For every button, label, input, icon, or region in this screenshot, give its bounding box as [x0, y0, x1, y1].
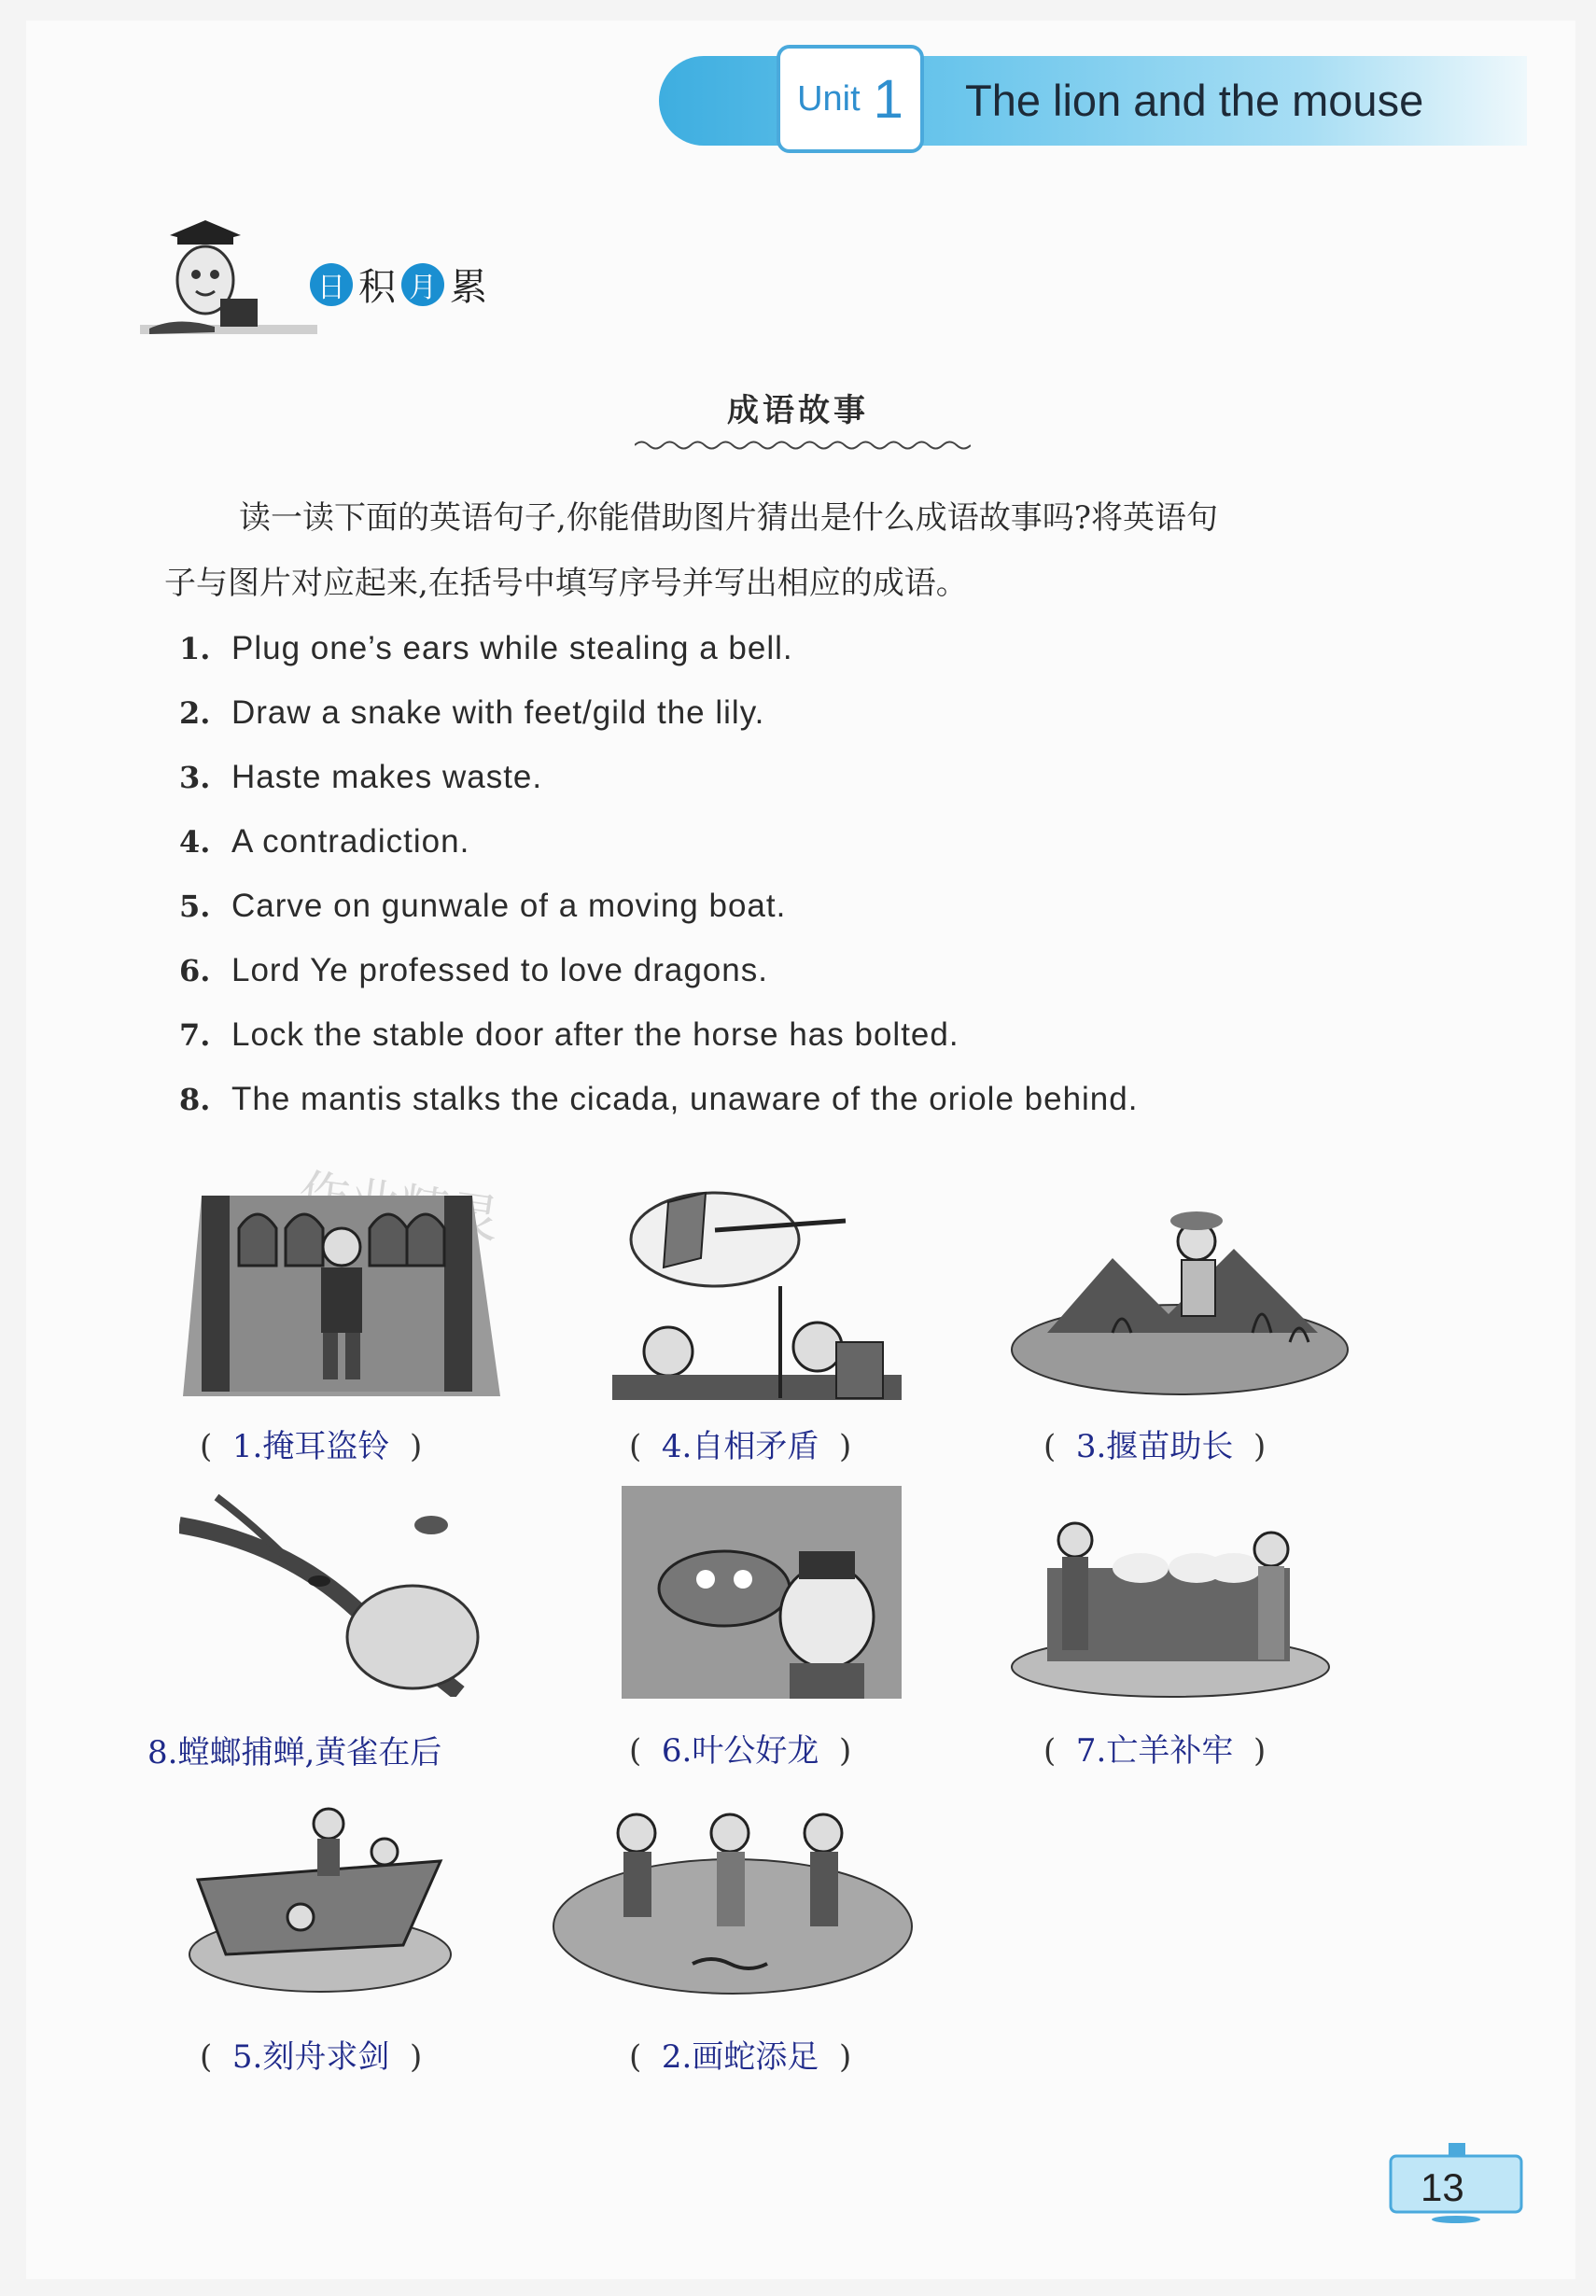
answer-6 — [1043, 1725, 1266, 1771]
unit-badge — [777, 45, 924, 153]
answer-4: 8.螳螂捕蝉,黄雀在后 — [147, 1734, 442, 1771]
paren-close: ) — [1253, 1732, 1267, 1770]
item-text: Lord Ye professed to love dragons. — [231, 951, 768, 988]
sentence-list — [179, 616, 1486, 1131]
item-text: A contradiction. — [231, 822, 470, 860]
paren-open: ( — [1043, 1428, 1057, 1465]
paren-close: ) — [838, 1732, 852, 1770]
paren-close: ) — [838, 1428, 852, 1465]
item-text: Lock the stable door after the horse has bolted. — [231, 1015, 959, 1053]
unit-title: The lion and the mouse — [965, 76, 1424, 125]
crop-pulling-illustration — [1010, 1193, 1350, 1398]
item-text: Plug one’s ears while stealing a bell. — [231, 629, 793, 666]
list-item — [179, 745, 1486, 809]
answer-text: 2.画蛇添足 — [661, 2038, 819, 2076]
item-number: 3. — [179, 759, 211, 795]
answer-5 — [629, 1725, 851, 1771]
logo-char-3: 月 — [401, 263, 444, 306]
paren-close: ) — [838, 2038, 852, 2076]
page-number: 13 — [1421, 2165, 1464, 2209]
bell-thief-illustration — [183, 1191, 500, 1400]
instruction-line-1: 读一读下面的英语句子,你能借助图片猜出是什么成语故事吗?将英语句 — [239, 499, 1219, 537]
list-item — [179, 616, 1486, 680]
paren-open: ( — [200, 2038, 213, 2076]
paren-open: ( — [629, 1732, 642, 1770]
instruction-line-2: 子与图片对应起来,在括号中填写序号并写出相应的成语。 — [164, 565, 968, 602]
item-number: 1. — [179, 630, 211, 666]
answer-2 — [629, 1421, 851, 1466]
wavy-underline — [635, 439, 971, 452]
paren-open: ( — [1043, 1732, 1057, 1770]
section-title: 成语故事 — [727, 392, 869, 429]
sheep-pen-illustration — [1010, 1512, 1331, 1699]
item-text: The mantis stalks the cicada, unaware of the oriole behind. — [231, 1080, 1139, 1117]
paren-close: ) — [1253, 1428, 1267, 1465]
list-item — [179, 874, 1486, 938]
item-number: 6. — [179, 952, 211, 988]
item-number: 7. — [179, 1016, 211, 1053]
unit-label: Unit — [797, 78, 861, 119]
answer-3 — [1043, 1421, 1266, 1466]
item-number: 2. — [179, 694, 211, 731]
unit-number: 1 — [873, 68, 903, 130]
instructions — [164, 485, 1452, 616]
section-logo — [308, 258, 491, 311]
paren-open: ( — [200, 1428, 213, 1465]
item-text: Carve on gunwale of a moving boat. — [231, 887, 787, 924]
item-number: 8. — [179, 1081, 211, 1117]
logo-char-2: 积 — [358, 266, 396, 309]
answer-7 — [200, 2031, 422, 2077]
list-item — [179, 938, 1486, 1002]
dragon-lover-illustration — [622, 1486, 902, 1699]
answer-1 — [200, 1421, 422, 1466]
answer-text: 3.揠苗助长 — [1075, 1428, 1234, 1465]
paren-close: ) — [409, 2038, 423, 2076]
mantis-oriole-illustration — [179, 1488, 483, 1697]
answer-text: 1.掩耳盗铃 — [231, 1428, 390, 1465]
paren-close: ) — [409, 1428, 423, 1465]
answer-text: 7.亡羊补牢 — [1075, 1732, 1234, 1770]
list-item — [179, 1002, 1486, 1067]
list-item — [179, 680, 1486, 745]
paren-open: ( — [629, 1428, 642, 1465]
item-number: 4. — [179, 823, 211, 860]
paren-open: ( — [629, 2038, 642, 2076]
answer-text: 5.刻舟求剑 — [231, 2038, 390, 2076]
snake-feet-illustration — [553, 1796, 913, 1995]
answer-text: 6.叶公好龙 — [661, 1732, 819, 1770]
boat-sword-illustration — [189, 1796, 452, 1995]
item-text: Draw a snake with feet/gild the lily. — [231, 693, 765, 731]
list-item — [179, 1067, 1486, 1131]
answer-text: 4.自相矛盾 — [661, 1428, 819, 1465]
list-item — [179, 809, 1486, 874]
answer-8 — [629, 2031, 851, 2077]
logo-char-4: 累 — [450, 266, 487, 309]
item-text: Haste makes waste. — [231, 758, 543, 795]
item-number: 5. — [179, 888, 211, 924]
spear-shield-illustration — [612, 1183, 902, 1400]
logo-char-1: 日 — [310, 263, 353, 306]
